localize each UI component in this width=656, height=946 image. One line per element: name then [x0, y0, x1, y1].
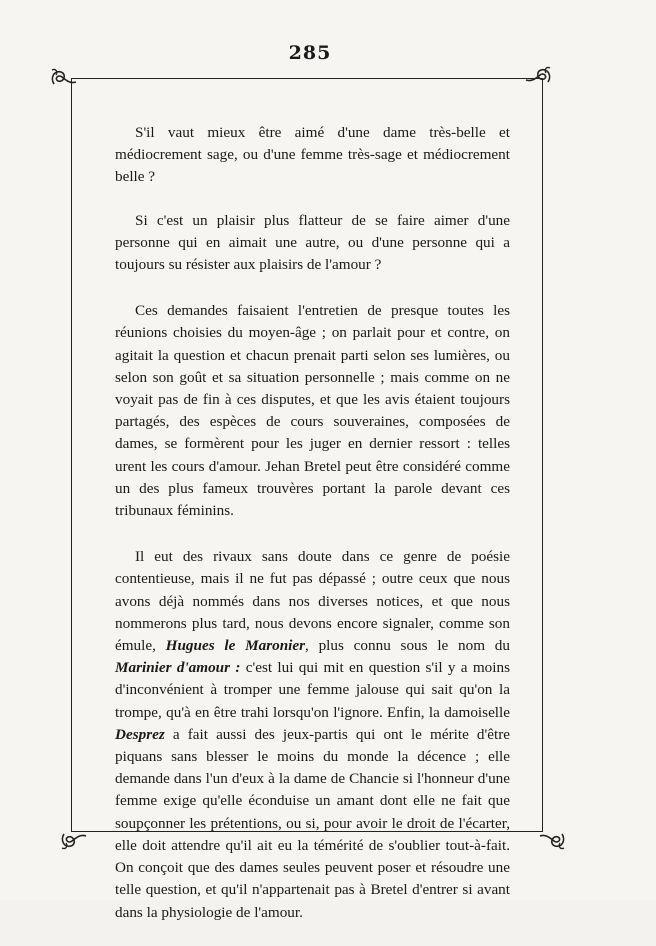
page-number: 285	[288, 42, 332, 64]
paragraph-question-2: Si c'est un plaisir plus flatteur de se faire aimer d'une personne qui en aimait une autre, ou d'une personne qui a toujours su résister aux plaisirs de l'amour ?	[115, 211, 510, 274]
paragraph-cours-d-amour: Ces demandes faisaient l'entretien de presque toutes les réunions choisies du moyen-âge ; on parlait pour et contre, on agitait la question et chacun prenait parti selon ses lumières, ou selon son goût et sa situation personnelle ; mais comme on ne voyait pas de fin à ces disputes, et que les avis étaient toujours partagés, des espèces de cours souveraines, composées de dames, se formèrent pour les juger en dernier ressort : telles urent les cours d'amour. Jehan Bretel peut être considéré comme un des plus fameux trouvères portant la parole devant ces tribunaux féminins.	[115, 302, 510, 520]
name-marinier-d-amour: Marinier d'amour :	[115, 659, 241, 677]
paragraph-rivaux-part3: c'est lui qui mit en question s'il y a moins d'inconvénient à tromper une femme jalouse qui sait qu'on la trompe, qu'à en être trahi lorsqu'on l'ignore. Enfin, la damoiselle	[115, 659, 510, 721]
paragraph-rivaux-part1: Il eut des rivaux sans doute dans ce genre de poésie contentieuse, mais il ne fut pas dépassé ; outre ceux que nous avons déjà nommés dans nos diverses notices, et que nous nommerons plus tard, nous devons encore signaler, comme son émule,	[115, 548, 510, 655]
paragraph-rivaux-part4: a fait aussi des jeux-partis qui ont le mérite d'être piquans sans blesser le moins du monde la décence ; elle demande dans l'un d'eux à la dame de Chancie si l'honneur d'une femme exige qu'elle éconduise un amant dont elle ne fait que soupçonner les prétentions, ou si, pour avoir le droit de l'écarter, elle doit attendre qu'il ait eu la témérité de s'oublier tout-à-fait. On conçoit que des dames seules peuvent poser et résoudre une telle question, et qu'il n'appartenait pas à Bretel d'entrer si avant dans la physiologie de l'amour.	[115, 725, 510, 921]
paragraph-question-1: S'il vaut mieux être aimé d'une dame très-belle et médiocrement sage, ou d'une femme très-sage et médiocrement belle ?	[115, 124, 510, 186]
page-body-text	[115, 122, 510, 946]
name-hugues-le-maronier: Hugues le Maronier	[165, 637, 306, 655]
paragraph-rivaux-part2: , plus connu sous le nom du	[305, 637, 510, 655]
name-desprez: Desprez	[115, 725, 165, 743]
paragraph-rivaux	[115, 546, 510, 923]
